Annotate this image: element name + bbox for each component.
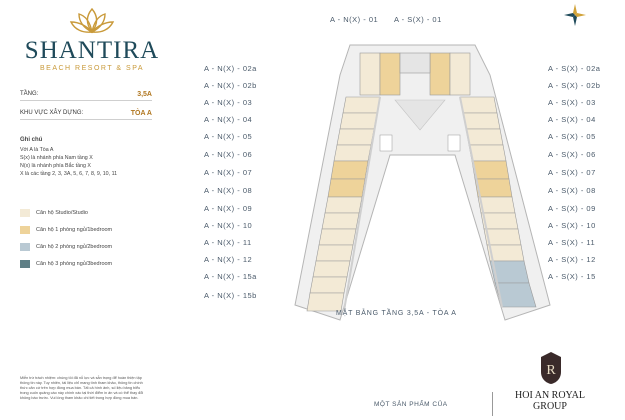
royal-group-line2: GROUP [533,401,567,412]
legend-item-studio [20,209,170,217]
product-of-label: MỘT SẢN PHẨM CỦA [374,401,448,408]
zone-label: KHU VỰC XÂY DỰNG: [20,110,84,116]
label-south-07: A - S(X) - 07 [548,168,596,177]
label-south-08: A - S(X) - 08 [548,186,596,195]
label-south-12: A - S(X) - 12 [548,255,596,264]
label-north-12: A - N(X) - 12 [204,255,253,264]
label-south-09: A - S(X) - 09 [548,204,596,213]
floor-value: 3,5A [137,91,152,98]
notes-line: Với A là Tòa A [20,147,54,153]
label-north-05: A - N(X) - 05 [204,132,253,141]
label-north-06: A - N(X) - 06 [204,150,253,159]
label-south-02a: A - S(X) - 02a [548,64,601,73]
label-south-03: A - S(X) - 03 [548,98,596,107]
label-north-03: A - N(X) - 03 [204,98,253,107]
label-south-01: A - S(X) - 01 [394,15,442,24]
label-south-02b: A - S(X) - 02b [548,81,601,90]
label-north-10: A - N(X) - 10 [204,221,253,230]
royal-monogram-letter: R [546,363,556,378]
compass-icon [562,2,588,28]
zone-value: TÒA A [130,110,152,117]
disclaimer-text: Miễn trừ trách nhiệm: chúng tôi đã nỗ lực và sẵn trọng để hoàn thiện tập thông tin này. Tuy nhiên, tài liệu chỉ mang tính tham khảo, thông tin chính thức căn cứ trên hợp đồng mua bán. Tất cả hình ảnh, số liệu bảng biểu trong cuốn quảng cáo này chính xác tại thời điểm in ấn và có thể thay đổi không báo trước. Vui lòng tham khảo chi tiết trong hợp đồng mua bán. [20,376,144,400]
notes-title: Ghi chú [20,137,43,143]
royal-group-name [500,390,600,412]
label-north-15a: A - N(X) - 15a [204,272,257,281]
floor-row [20,91,152,101]
label-north-01: A - N(X) - 01 [330,15,379,24]
floor-plan [280,35,570,325]
legend-swatch [20,260,30,268]
legend-label: Căn hộ Studio/Studio [36,210,88,216]
label-north-09: A - N(X) - 09 [204,204,253,213]
legend-label: Căn hộ 1 phòng ngủ/1bedroom [36,227,113,233]
legend-label: Căn hộ 2 phòng ngủ/2bedroom [36,244,113,250]
label-north-15b: A - N(X) - 15b [204,291,257,300]
legend-item-2bedroom [20,243,170,251]
plan-caption: MẶT BẰNG TẦNG 3,5A - TÒA A [336,310,457,317]
legend-item-1bedroom [20,226,170,234]
label-south-10: A - S(X) - 10 [548,221,596,230]
label-south-04: A - S(X) - 04 [548,115,596,124]
legend-swatch [20,243,30,251]
label-north-08: A - N(X) - 08 [204,186,253,195]
legend-swatch [20,226,30,234]
notes-line: S(x) là nhánh phía Nam tầng X [20,155,93,161]
brand-name: SHANTIRA [24,37,160,64]
label-north-02b: A - N(X) - 02b [204,81,257,90]
legend-item-3bedroom [20,260,170,268]
footer-divider [492,392,493,416]
lotus-logo-icon [69,6,115,36]
legend-label: Căn hộ 3 phòng ngủ/3bedroom [36,261,113,267]
label-south-06: A - S(X) - 06 [548,150,596,159]
zone-row [20,110,152,120]
label-south-15: A - S(X) - 15 [548,272,596,281]
label-north-02a: A - N(X) - 02a [204,64,257,73]
label-north-07: A - N(X) - 07 [204,168,253,177]
brand-subtitle: BEACH RESORT & SPA [39,65,145,72]
legend-swatch [20,209,30,217]
label-north-11: A - N(X) - 11 [204,238,252,247]
label-south-11: A - S(X) - 11 [548,238,596,247]
brand-block [22,6,162,72]
notes-line: N(x) là nhánh phía Bắc tầng X [20,163,91,169]
notes-line: X là các tầng 2, 3, 3A, 5, 6, 7, 8, 9, 10, 11 [20,171,118,177]
label-south-05: A - S(X) - 05 [548,132,596,141]
notes-block [20,136,170,178]
label-north-04: A - N(X) - 04 [204,115,253,124]
royal-group-line1: HOI AN ROYAL [515,390,585,401]
royal-monogram-icon [537,350,565,386]
floor-label: TẦNG: [20,91,39,97]
